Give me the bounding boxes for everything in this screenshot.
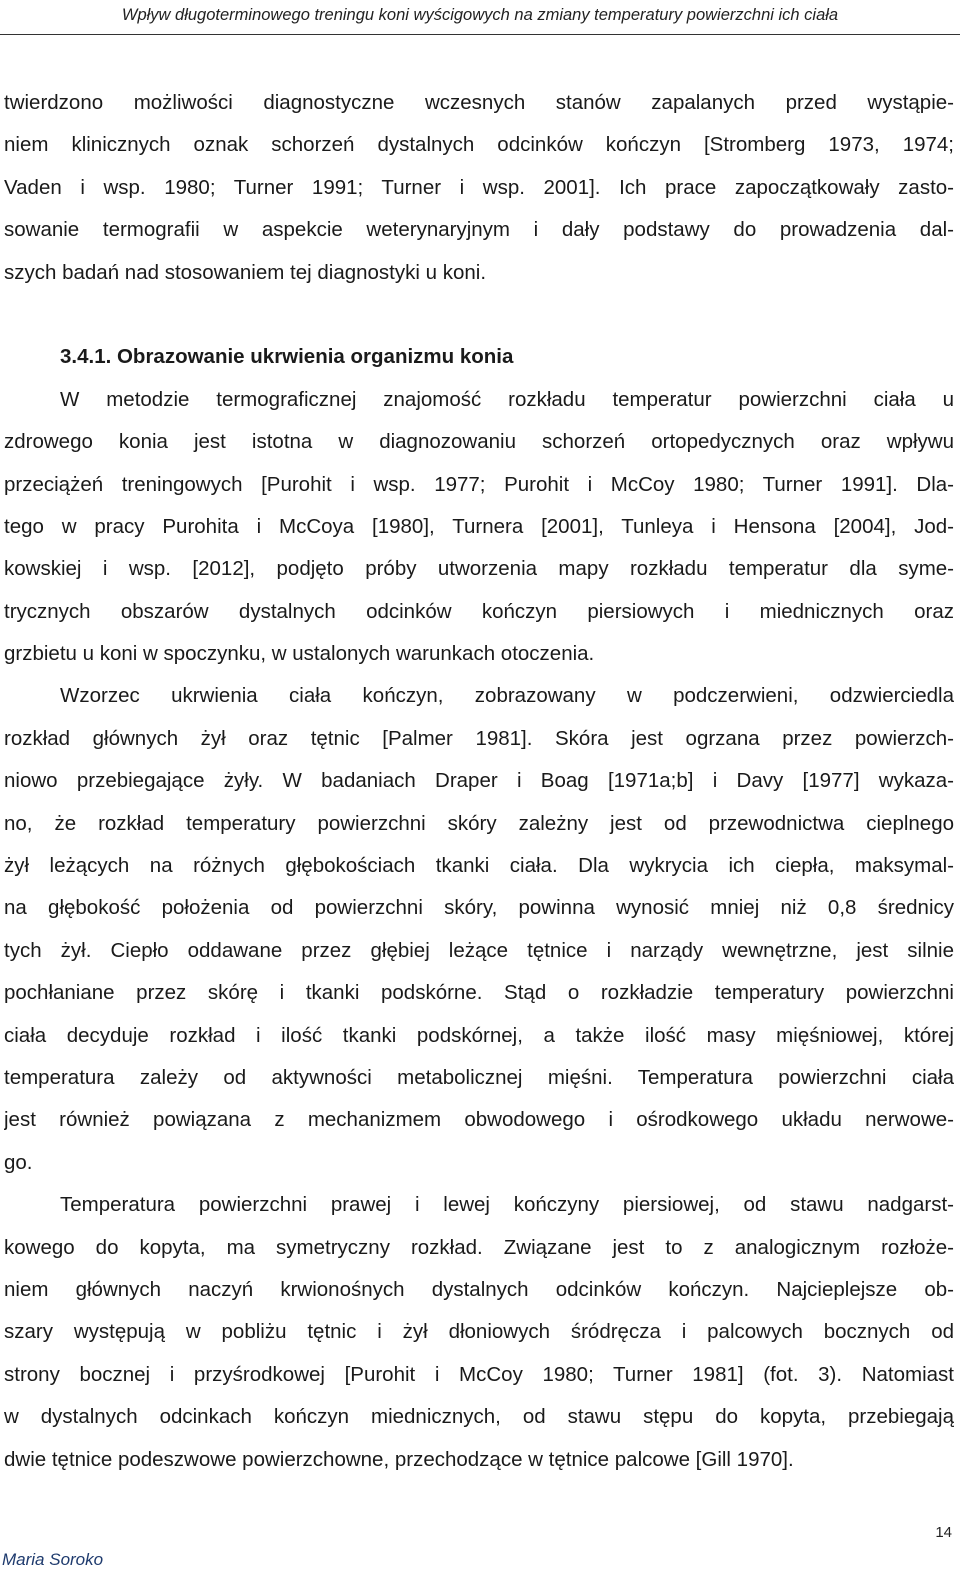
page-body [4,82,954,1481]
text-line: kowskiej i wsp. [2012], podjęto próby utworzenia mapy rozkładu temperatur dla syme- [4,557,954,581]
text-line: kowego do kopyta, ma symetryczny rozkład. Związane jest to z analogicznym rozłoże- [4,1235,954,1259]
running-header: Wpływ długoterminowego treningu koni wyścigowych na zmiany temperatury powierzchni ich ciała [0,6,960,35]
text-line: W metodzie termograficznej znajomość rozkładu temperatur powierzchni ciała u [60,387,954,411]
text-line: rozkład głównych żył oraz tętnic [Palmer 1981]. Skóra jest ogrzana przez powierzch- [4,726,954,750]
page-number: 14 [935,1524,952,1541]
text-line: jest również powiązana z mechanizmem obwodowego i ośrodkowego układu nerwowe- [4,1108,954,1132]
text-line: na głębokość położenia od powierzchni skóry, powinna wynosić mniej niż 0,8 średnicy [4,896,954,920]
text-line: Temperatura powierzchni prawej i lewej kończyny piersiowej, od stawu nadgarst- [60,1193,954,1217]
text-line: dwie tętnice podeszwowe powierzchowne, przechodzące w tętnice palcowe [Gill 1970]. [4,1447,794,1471]
text-line: zdrowego konia jest istotna w diagnozowaniu schorzeń ortopedycznych oraz wpływu [4,430,954,454]
blank-line [4,294,954,336]
text-line: grzbietu u koni w spoczynku, w ustalonych warunkach otoczenia. [4,642,595,666]
text-line: pochłaniane przez skórę i tkanki podskórne. Stąd o rozkładzie temperatury powierzchni [4,981,954,1005]
text-line: twierdzono możliwości diagnostyczne wczesnych stanów zapalanych przed wystąpie- [4,91,954,114]
text-line: żył leżących na różnych głębokościach tkanki ciała. Dla wykrycia ich ciepła, maksymal- [4,854,954,878]
text-line: niem głównych naczyń krwionośnych dystalnych odcinków kończyn. Najcieplejsze ob- [4,1277,954,1301]
text-line: strony bocznej i przyśrodkowej [Purohit i McCoy 1980; Turner 1981] (fot. 3). Natomiast [4,1362,954,1386]
text-line: Wzorzec ukrwienia ciała kończyn, zobrazowany w podczerwieni, odzwierciedla [60,684,954,708]
text-line: przeciążeń treningowych [Purohit i wsp. 1977; Purohit i McCoy 1980; Turner 1991]. Dla- [4,472,954,496]
text-line: szych badań nad stosowaniem tej diagnostyki u koni. [4,260,487,284]
text-line: tego w pracy Purohita i McCoya [1980], Turnera [2001], Tunleya i Hensona [2004], Jod- [4,514,954,538]
section-heading: 3.4.1. Obrazowanie ukrwienia organizmu konia [60,345,514,369]
footer-author: Maria Soroko [2,1550,104,1569]
text-line: tych żył. Ciepło oddawane przez głębiej leżące tętnice i narządy wewnętrzne, jest silnie [4,938,954,962]
text-line: trycznych obszarów dystalnych odcinków kończyn piersiowych i miednicznych oraz [4,599,954,623]
text-line: szary występują w pobliżu tętnic i żył dłoniowych śródręcza i palcowych bocznych od [4,1320,954,1344]
text-line: ciała decyduje rozkład i ilość tkanki podskórnej, a także ilość masy mięśniowej, której [4,1023,954,1047]
text-line: go. [4,1150,33,1174]
text-line: sowanie termografii w aspekcie weterynaryjnym i dały podstawy do prowadzenia dal- [4,218,954,242]
text-line: temperatura zależy od aktywności metabolicznej mięśni. Temperatura powierzchni ciała [4,1065,954,1089]
text-line: w dystalnych odcinkach kończyn miednicznych, od stawu stępu do kopyta, przebiegają [4,1405,954,1429]
text-line: niem klinicznych oznak schorzeń dystalnych odcinków kończyn [Stromberg 1973, 1974; [4,133,954,157]
text-line: niowo przebiegające żyły. W badaniach Draper i Boag [1971a;b] i Davy [1977] wykaza- [4,769,954,793]
text-line: no, że rozkład temperatury powierzchni skóry zależny jest od przewodnictwa cieplnego [4,811,954,835]
text-line: Vaden i wsp. 1980; Turner 1991; Turner i wsp. 2001]. Ich prace zapoczątkowały zasto- [4,175,954,199]
